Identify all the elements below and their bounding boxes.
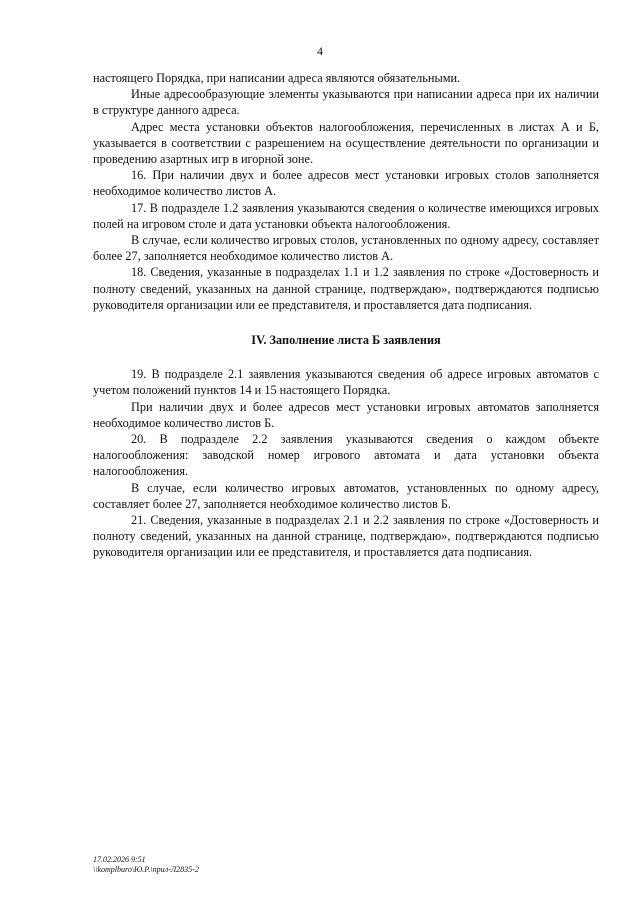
footer-datetime: 17.02.2026 9:51: [93, 855, 146, 864]
paragraph-multiple-addresses: При наличии двух и более адресов мест установки игровых автоматов заполняется необходимое количество листов Б.: [93, 399, 599, 430]
footer-file-path: \\komplburo\Ю.Р.\прил-Л2835-2: [93, 865, 199, 874]
paragraph-continuation: настоящего Порядка, при написании адреса являются обязательными.: [93, 71, 461, 85]
page-number: 4: [317, 44, 323, 58]
paragraph-item-21: 21. Сведения, указанные в подразделах 2.1 и 2.2 заявления по строке «Достоверность и полноту сведений, указанных на данной странице, подтверждаю», подтверждаются подписью руководителя организации или ее представителя, и проставляется дата подписания.: [93, 513, 599, 560]
paragraph-item-17: 17. В подразделе 1.2 заявления указываются сведения о количестве имеющихся игровых полей на игровом столе и дата установки объекта налогообложения.: [93, 200, 599, 231]
paragraph-installation-address: Адрес места установки объектов налогообложения, перечисленных в листах А и Б, указывается в соответствии с разрешением на осуществление деятельности по организации и проведению азартных игр в игорной зоне.: [93, 119, 599, 167]
section-heading: IV. Заполнение листа Б заявления: [251, 333, 441, 348]
paragraph-machines-over-27: В случае, если количество игровых автоматов, установленных по одному адресу, составляет более 27, заполняется необходимое количество листов Б.: [93, 480, 599, 511]
paragraph-item-18: 18. Сведения, указанные в подразделах 1.1 и 1.2 заявления по строке «Достоверность и полноту сведений, указанных на данной странице, подтверждаю», подтверждаются подписью руководителя организации или ее представителя, и проставляется дата подписания.: [93, 265, 599, 312]
paragraph-item-19: 19. В подразделе 2.1 заявления указываются сведения об адресе игровых автоматов с учетом положений пунктов 14 и 15 настоящего Порядка.: [93, 367, 599, 398]
footer: [93, 855, 199, 875]
paragraph-tables-over-27: В случае, если количество игровых столов, установленных по одному адресу, составляет более 27, заполняется необходимое количество листов А.: [93, 233, 599, 264]
paragraph-address-elements: Иные адресообразующие элементы указываются при написании адреса при их наличии в структуре данного адреса.: [93, 87, 599, 118]
document-body: [93, 70, 599, 561]
paragraph-item-20: 20. В подразделе 2.2 заявления указываются сведения о каждом объекте налогообложения: заводской номер игрового автомата и дата установки объекта налогообложения.: [93, 432, 599, 479]
paragraph-item-16: 16. При наличии двух и более адресов мест установки игровых столов заполняется необходимое количество листов А.: [93, 168, 599, 199]
